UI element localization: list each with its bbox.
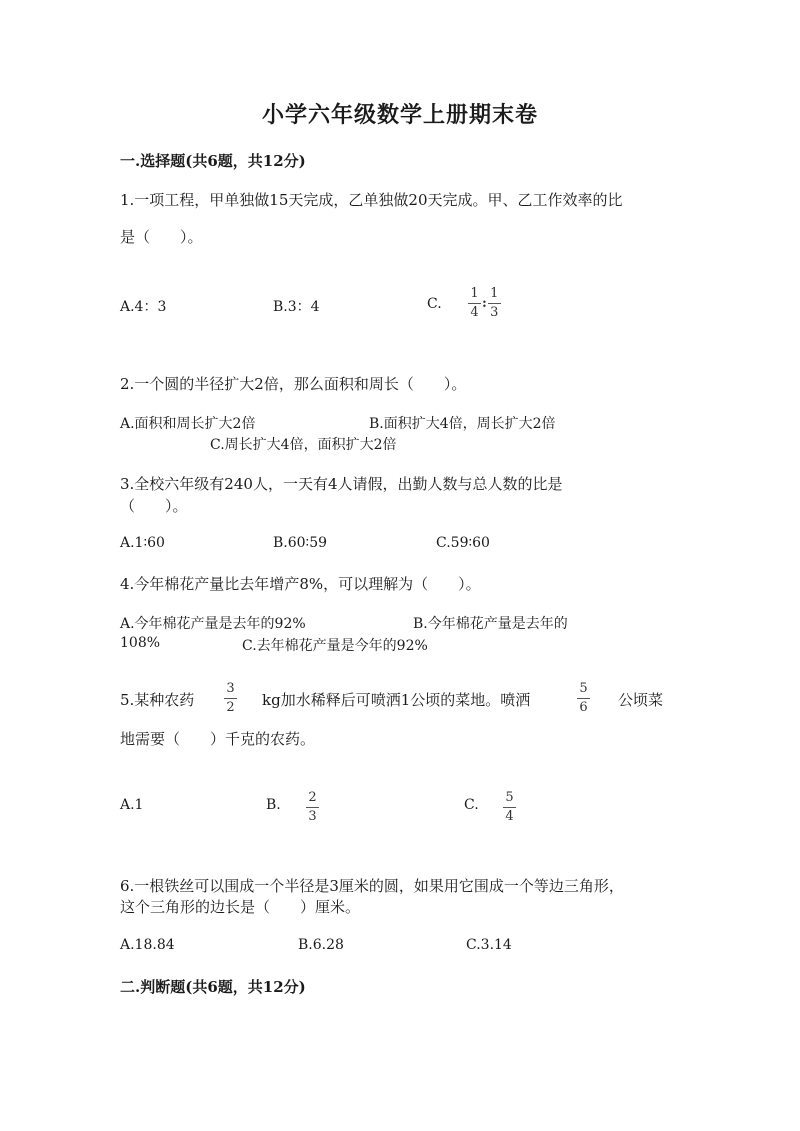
fraction-bar	[577, 698, 590, 699]
question-5-option-c-label: C.	[464, 797, 479, 813]
question-1-text: 1.一项工程，甲单独做15天完成，乙单独做20天完成。甲、乙工作效率的比	[120, 191, 623, 209]
question-5-text-part3: 公顷菜	[618, 691, 664, 709]
fraction-denominator: 3	[490, 305, 499, 320]
question-2-option-b: B.面积扩大4倍，周长扩大2倍	[369, 416, 556, 432]
question-2-option-c: C.周长扩大4倍，面积扩大2倍	[210, 437, 397, 453]
question-1-option-c-ratio	[468, 287, 501, 320]
question-1-option-b: B.3：4	[273, 299, 320, 315]
fraction-numerator: 5	[505, 790, 514, 805]
question-3-option-b: B.60∶59	[273, 535, 328, 551]
ratio-right-fraction	[488, 287, 501, 320]
ratio-colon: :	[482, 296, 487, 311]
fraction-numerator: 5	[579, 681, 588, 696]
fraction-numerator: 1	[470, 286, 479, 301]
page-title: 小学六年级数学上册期末卷	[261, 102, 538, 128]
question-6-option-a: A.18.84	[120, 937, 175, 953]
question-5-fraction-area	[577, 682, 590, 715]
fraction-bar	[306, 807, 319, 808]
fraction-bar	[503, 807, 516, 808]
question-6-option-c: C.3.14	[466, 937, 512, 953]
question-3-text: 3.全校六年级有240人，一天有4人请假，出勤人数与总人数的比是	[120, 475, 563, 493]
question-5-option-b-fraction	[306, 791, 319, 824]
question-1-option-c-label: C.	[427, 296, 442, 312]
question-3-option-a: A.1∶60	[120, 535, 165, 551]
question-6-option-b: B.6.28	[298, 937, 344, 953]
question-2-text: 2.一个圆的半径扩大2倍，那么面积和周长（ ）。	[120, 375, 467, 393]
question-4-option-b: B.今年棉花产量是去年的	[413, 616, 568, 632]
question-5-option-b-label: B.	[266, 797, 281, 813]
ratio-left-fraction	[468, 287, 481, 320]
section-heading-choice: 一.选择题(共6题，共12分)	[120, 152, 306, 170]
question-1-text-cont: 是（ ）。	[120, 228, 203, 246]
question-5-text-part1: 5.某种农药	[120, 691, 195, 709]
fraction-denominator: 6	[579, 700, 588, 715]
fraction-denominator: 4	[470, 305, 479, 320]
question-4-option-a: A.今年棉花产量是去年的92%	[120, 616, 306, 632]
question-6-text-cont: 这个三角形的边长是（ ）厘米。	[120, 898, 361, 916]
fraction-bar	[488, 303, 501, 304]
question-5-option-a: A.1	[120, 797, 144, 813]
fraction-denominator: 2	[226, 700, 235, 715]
question-5-text-part2: kg加水稀释后可喷洒1公顷的菜地。喷洒	[262, 691, 531, 709]
question-4-option-b-cont: 108%	[120, 635, 161, 651]
question-6-text: 6.一根铁丝可以围成一个半径是3厘米的圆，如果用它围成一个等边三角形，	[120, 877, 624, 895]
fraction-bar	[224, 698, 237, 699]
question-5-fraction-kg	[224, 682, 237, 715]
question-5-option-c-fraction	[503, 791, 516, 824]
fraction-denominator: 4	[505, 809, 514, 824]
fraction-denominator: 3	[308, 809, 317, 824]
question-3-text-cont: （ ）。	[120, 497, 188, 515]
question-2-option-a: A.面积和周长扩大2倍	[120, 416, 256, 432]
fraction-bar	[468, 303, 481, 304]
fraction-numerator: 2	[308, 790, 317, 805]
question-5-text-cont: 地需要（ ）千克的农药。	[120, 730, 316, 748]
question-4-text: 4.今年棉花产量比去年增产8%，可以理解为（ ）。	[120, 575, 481, 593]
question-1-option-a: A.4：3	[120, 299, 167, 315]
section-heading-judgement: 二.判断题(共6题，共12分)	[120, 978, 306, 996]
fraction-numerator: 1	[490, 286, 499, 301]
question-4-option-c: C.去年棉花产量是今年的92%	[242, 638, 428, 654]
question-3-option-c: C.59∶60	[436, 535, 490, 551]
fraction-numerator: 3	[226, 681, 235, 696]
